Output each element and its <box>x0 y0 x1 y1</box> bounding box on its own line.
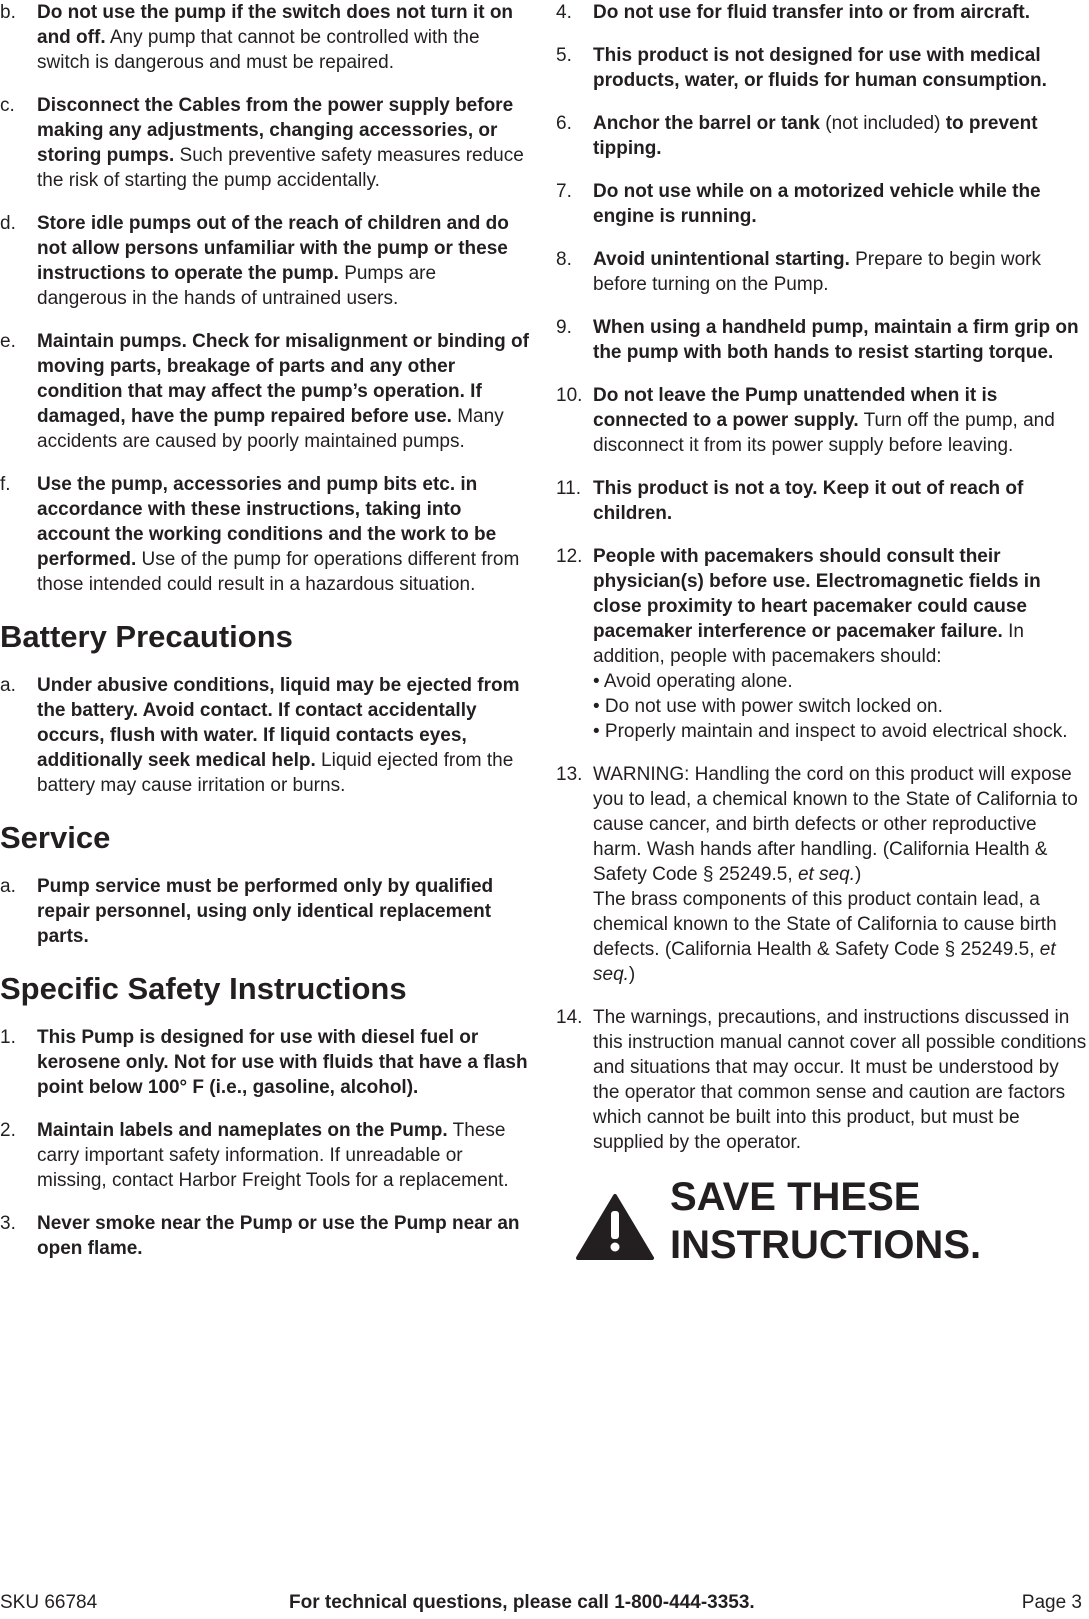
italic-text: et seq. <box>593 939 1056 985</box>
list-item <box>556 43 1089 93</box>
service-heading: Service <box>0 820 111 855</box>
item-bold-text: Maintain pumps. Check for misalignment or binding of moving parts, breakage of parts and any other condition that may affect the pump’s operation. If damaged, have the pump repaired before use. <box>37 331 529 427</box>
item-bold-text: Use the pump, accessories and pump bits etc. in accordance with these instructions, taking into account the working conditions and the work to be performed. <box>37 474 497 570</box>
item-number: 13. <box>556 764 583 785</box>
item-text: The warnings, precautions, and instructions discussed in this instruction manual cannot cover all possible conditions and situations that may occur. It must be understood by the operator that common sense and caution are factors which cannot be built into this product, but must be supplied by the operator. <box>593 1007 1087 1153</box>
item-bold-text: Never smoke near the Pump or use the Pump near an open flame. <box>37 1213 520 1259</box>
battery-heading: Battery Precautions <box>0 619 293 654</box>
item-marker: 9. <box>556 317 572 338</box>
item-marker: 6. <box>556 113 572 134</box>
item-marker: 4. <box>556 2 572 23</box>
item-marker: 3. <box>0 1213 16 1234</box>
item-bold-text: When using a handheld pump, maintain a firm grip on the pump with both hands to resist starting torque. <box>593 317 1079 363</box>
item-text: The brass components of this product contain lead, a chemical known to the State of California to cause birth defects. (California Health & Safety Code § 25249.5, <box>593 889 1057 960</box>
item-bold-text: Do not leave the Pump unattended when it is connected to a power supply. <box>593 385 998 431</box>
list-item <box>556 0 1089 25</box>
right-column <box>556 0 1089 1293</box>
page-footer <box>0 1590 1089 1616</box>
item-text: WARNING: Handling the cord on this product will expose you to lead, a chemical known to the State of California to cause cancer, and birth defects or other reproductive harm. Wash hands after handling. (California Health & Safety Code § 25249.5, <box>593 764 1078 885</box>
item-marker: 10. <box>556 385 583 406</box>
item-text: Such preventive safety measures reduce the risk of starting the pump accidentally. <box>37 145 524 191</box>
list-item <box>0 329 530 454</box>
list-item <box>556 476 1089 526</box>
paren: ) <box>628 964 636 985</box>
list-item <box>0 93 530 193</box>
item-bold-text: This product is not a toy. Keep it out of reach of children. <box>593 478 1024 524</box>
paren: ) <box>854 864 862 885</box>
warning-triangle-icon <box>576 1193 654 1261</box>
item-bold-text: Maintain labels and nameplates on the Pump. <box>37 1120 448 1141</box>
bullet-item: • Avoid operating alone. <box>593 671 793 692</box>
item-bold-text: Do not use for fluid transfer into or from aircraft. <box>593 2 1031 23</box>
item-bold-text: This Pump is designed for use with diesel fuel or kerosene only. Not for use with fluids that have a flash point below 100° F (i.e., gasoline, alcohol). <box>37 1027 528 1098</box>
item-bold-text: Disconnect the Cables from the power supply before making any adjustments, changing accessories, or storing pumps. <box>37 95 514 166</box>
list-item <box>0 1025 530 1100</box>
item-bold-text: People with pacemakers should consult their physician(s) before use. Electromagnetic fields in close proximity to heart pacemaker could cause pacemaker interference or pacemaker failure. <box>593 546 1041 642</box>
item-marker: d. <box>0 213 16 234</box>
bullet-item: • Properly maintain and inspect to avoid electrical shock. <box>593 721 1068 742</box>
item-text: Any pump that cannot be controlled with the switch is dangerous and must be repaired. <box>37 27 480 73</box>
italic-text: et seq. <box>797 864 855 885</box>
item-marker: 2. <box>0 1120 16 1141</box>
left-column <box>0 0 530 1279</box>
item-marker: c. <box>0 95 15 116</box>
item-marker: f. <box>0 474 11 495</box>
sku-label: SKU 66784 <box>0 1592 98 1613</box>
item-marker: a. <box>0 876 16 897</box>
item-marker: 5. <box>556 45 572 66</box>
item-text: Turn off the pump, and disconnect it from its power supply before leaving. <box>593 410 1055 456</box>
list-item <box>0 211 530 311</box>
list-item <box>0 0 530 75</box>
item-marker: 7. <box>556 181 572 202</box>
list-item <box>556 762 1089 987</box>
item-text: Liquid ejected from the battery may cause irritation or burns. <box>37 750 514 796</box>
item-marker: 1. <box>0 1027 16 1048</box>
list-item <box>556 315 1089 365</box>
item-bold-text: Under abusive conditions, liquid may be ejected from the battery. Avoid contact. If contact accidentally occurs, flush with water. If liquid contacts eyes, additionally seek medical help. <box>37 675 520 771</box>
list-item <box>0 874 530 949</box>
specific-heading: Specific Safety Instructions <box>0 971 407 1006</box>
item-bold-text: Avoid unintentional starting. <box>593 249 850 270</box>
list-item <box>556 1005 1089 1155</box>
item-marker: 11. <box>556 478 582 499</box>
item-bold-text: Store idle pumps out of the reach of children and do not allow persons unfamiliar with the pump or these instructions to operate the pump. <box>37 213 509 284</box>
save-line-2: INSTRUCTIONS. <box>670 1223 982 1267</box>
list-item <box>556 179 1089 229</box>
item-marker: 8. <box>556 249 572 270</box>
page-number: Page 3 <box>1021 1592 1082 1613</box>
item-marker: e. <box>0 331 16 352</box>
item-marker: b. <box>0 2 16 23</box>
save-line-1: SAVE THESE <box>670 1175 921 1219</box>
save-instructions-block <box>556 1173 1089 1293</box>
item-bold-text: Anchor the barrel or tank <box>593 113 820 134</box>
item-text: Many accidents are caused by poorly maintained pumps. <box>37 406 504 452</box>
bullet-item: • Do not use with power switch locked on. <box>593 696 943 717</box>
save-instructions-text <box>670 1173 981 1269</box>
item-bold-text: Pump service must be performed only by qualified repair personnel, using only identical replacement parts. <box>37 876 494 947</box>
item-number: 14. <box>556 1007 583 1028</box>
item-bold-text: to prevent tipping. <box>593 113 1038 159</box>
list-item <box>0 673 530 798</box>
list-item <box>0 1118 530 1193</box>
item-text: Prepare to begin work before turning on the Pump. <box>593 249 1042 295</box>
item-bold-text: This product is not designed for use with medical products, water, or fluids for human consumption. <box>593 45 1047 91</box>
item-text: Pumps are dangerous in the hands of untrained users. <box>37 263 437 309</box>
item-text: These carry important safety information. If unreadable or missing, contact Harbor Freight Tools for a replacement. <box>37 1120 509 1191</box>
list-item <box>556 247 1089 297</box>
list-item <box>0 1211 530 1261</box>
item-text: In addition, people with pacemakers should: <box>593 621 1024 667</box>
tech-support-line: For technical questions, please call 1-800-444-3353. <box>289 1592 755 1613</box>
item-text: (not included) <box>825 113 941 134</box>
item-bold-text: Do not use the pump if the switch does not turn it on and off. <box>37 2 514 48</box>
list-item <box>556 383 1089 458</box>
item-bold-text: Do not use while on a motorized vehicle while the engine is running. <box>593 181 1041 227</box>
list-item <box>556 544 1089 744</box>
item-marker: a. <box>0 675 16 696</box>
list-item <box>556 111 1089 161</box>
item-number: 12. <box>556 546 583 567</box>
list-item <box>0 472 530 597</box>
item-text: Use of the pump for operations different from those intended could result in a hazardous situation. <box>37 549 520 595</box>
